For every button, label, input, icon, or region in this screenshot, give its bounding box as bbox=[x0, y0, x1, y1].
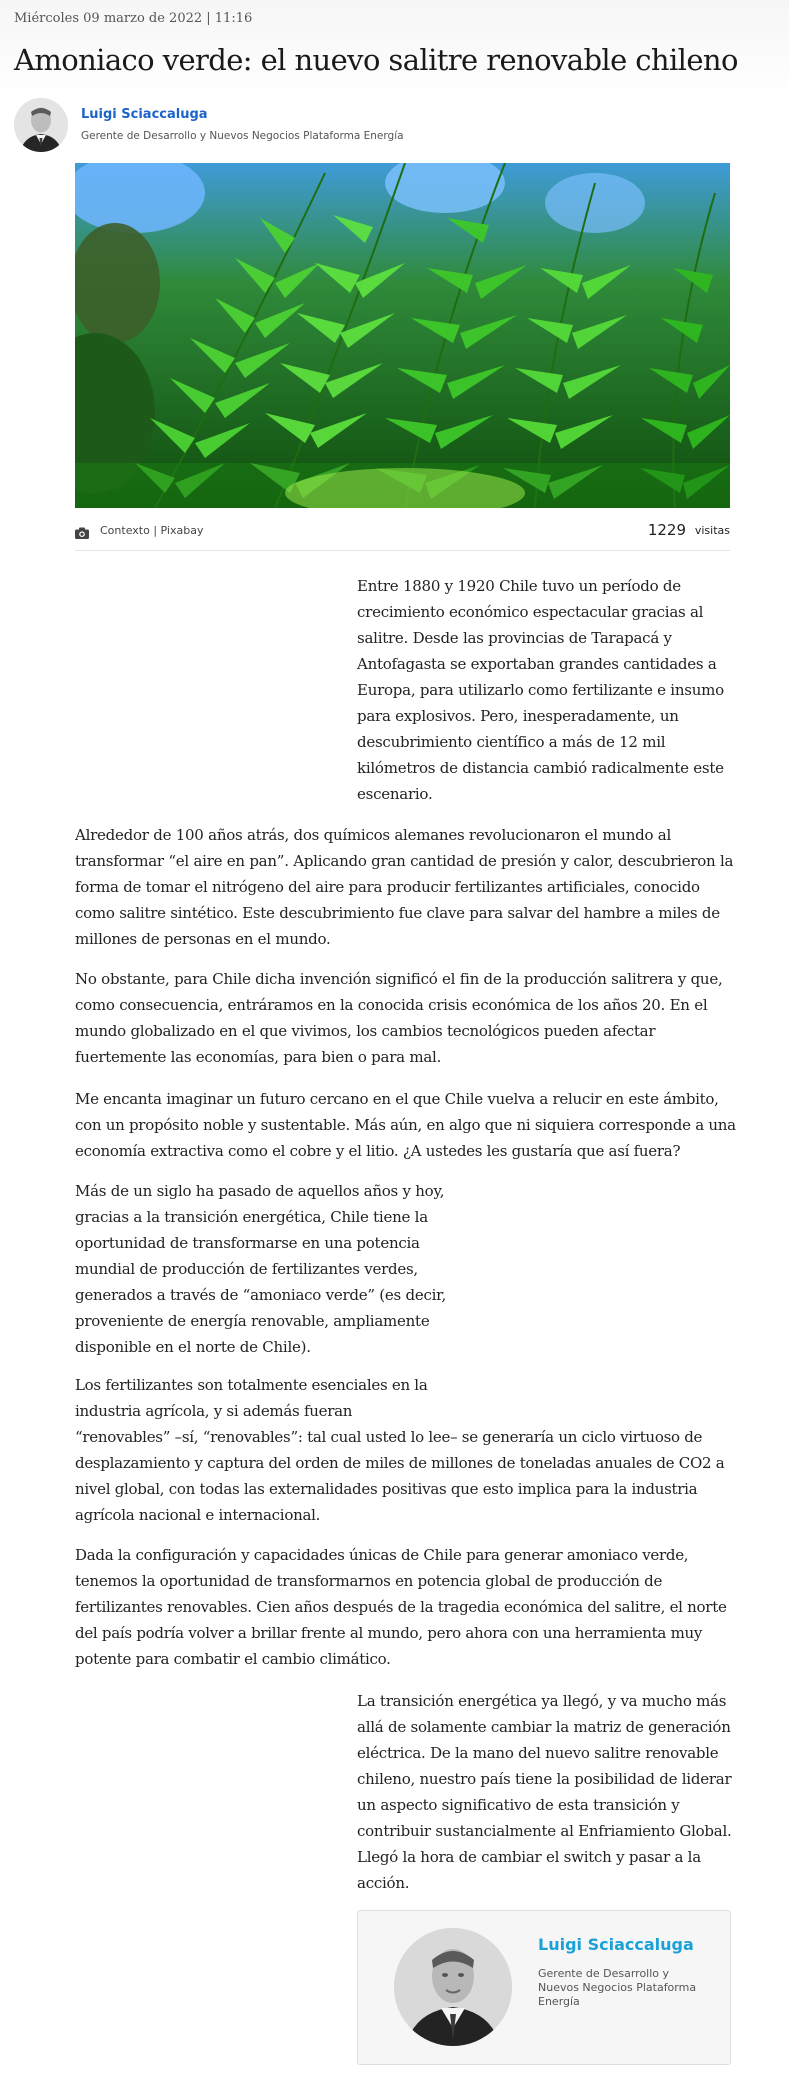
author-card-role: Gerente de Desarrollo y Nuevos Negocios Plataforma Energía bbox=[538, 1967, 697, 2008]
author-avatar[interactable] bbox=[14, 98, 68, 152]
body-paragraph-6-lead: Los fertilizantes son totalmente esenciales en la industria agrícola, y si además fueran bbox=[75, 1376, 428, 1420]
hero-image bbox=[75, 163, 730, 508]
visits-count: 1229 bbox=[647, 521, 686, 539]
author-card-avatar[interactable] bbox=[394, 1928, 512, 2046]
body-paragraph-8: La transición energética ya llegó, y va mucho más allá de solamente cambiar la matriz de generación eléctrica. De la mano del nuevo salitre renovable chileno, nuestro país tiene la posibilidad de liderar un aspecto significativo de esta transición y contribuir sustancialmente al Enfriamiento Global. Llegó la hora de cambiar el switch y pasar a la acción. bbox=[357, 1692, 732, 1892]
article-dateline: Miércoles 09 marzo de 2022 | 11:16 bbox=[14, 11, 253, 26]
article-title: Amoniaco verde: el nuevo salitre renovable chileno bbox=[14, 43, 738, 77]
body-paragraph-6 bbox=[75, 1372, 739, 1528]
author-card-portrait-icon bbox=[394, 1928, 512, 2046]
author-name-link[interactable]: Luigi Sciaccaluga bbox=[81, 107, 208, 122]
author-portrait-icon bbox=[14, 98, 68, 152]
fern-photo-icon bbox=[75, 163, 730, 508]
body-paragraph-1: Entre 1880 y 1920 Chile tuvo un período de crecimiento económico espectacular gracias al salitre. Desde las provincias de Tarapacá y Antofagasta se exportaban grandes cantidades a Europa, para utilizarlo como fertilizante e insumo para explosivos. Pero, inesperadamente, un descubrimiento científico a más de 12 mil kilómetros de distancia cambió radicalmente este escenario. bbox=[357, 577, 724, 803]
visits-label: visitas bbox=[694, 524, 730, 537]
body-paragraph-3: No obstante, para Chile dicha invención significó el fin de la producción salitrera y que, como consecuencia, entráramos en la conocida crisis económica de los años 20. En el mundo globalizado en el que vivimos, los cambios tecnológicos pueden afectar fuertemente las economías, para bien o para mal. bbox=[75, 970, 723, 1066]
body-paragraph-5: Más de un siglo ha pasado de aquellos años y hoy, gracias a la transición energética, Chile tiene la oportunidad de transformarse en una potencia mundial de producción de fertilizantes verdes, generados a través de “amoniaco verde” (es decir, proveniente de energía renovable, ampliamente disponible en el norte de Chile). bbox=[75, 1182, 446, 1356]
body-paragraph-4: Me encanta imaginar un futuro cercano en el que Chile vuelva a relucir en este ámbito, con un propósito noble y sustentable. Más aún, en algo que ni siquiera corresponde a una economía extractiva como el cobre y el litio. ¿A ustedes les gustaría que así fuera? bbox=[75, 1090, 736, 1160]
body-paragraph-6-rest: “renovables” –sí, “renovables”: tal cual usted lo lee– se generaría un ciclo virtuoso de desplazamiento y captura del orden de miles de millones de toneladas anuales de CO2 a nivel global, con todas las externalidades positivas que esto implica para la industria agrícola nacional e internacional. bbox=[75, 1428, 725, 1524]
camera-icon bbox=[75, 524, 89, 536]
body-paragraph-2: Alrededor de 100 años atrás, dos químicos alemanes revolucionaron el mundo al transformar “el aire en pan”. Aplicando gran cantidad de presión y calor, descubrieron la forma de tomar el nitrógeno del aire para producir fertilizantes artificiales, conocido como salitre sintético. Este descubrimiento fue clave para salvar del hambre a miles de millones de personas en el mundo. bbox=[75, 826, 734, 948]
image-credit: Contexto | Pixabay bbox=[100, 524, 204, 537]
image-caption-bar bbox=[75, 520, 730, 551]
author-byline bbox=[14, 98, 714, 154]
author-card bbox=[357, 1910, 731, 2065]
author-card-name[interactable]: Luigi Sciaccaluga bbox=[538, 1935, 694, 1954]
author-role: Gerente de Desarrollo y Nuevos Negocios Plataforma Energía bbox=[81, 130, 404, 142]
body-paragraph-7: Dada la configuración y capacidades únicas de Chile para generar amoniaco verde, tenemos la oportunidad de transformarnos en potencia global de producción de fertilizantes renovables. Cien años después de la tragedia económica del salitre, el norte del país podría volver a brillar frente al mundo, pero ahora con una herramienta muy potente para combatir el cambio climático. bbox=[75, 1546, 727, 1668]
